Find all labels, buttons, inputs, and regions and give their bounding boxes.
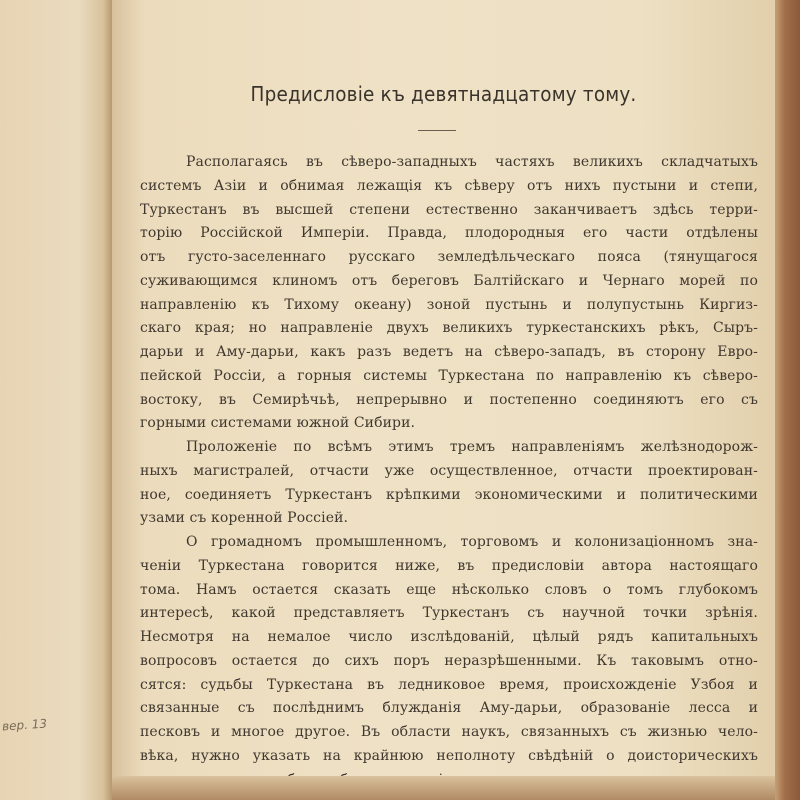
text-line: ныхъ магистралей, отчасти уже осуществленное, отчасти проектирован-	[140, 462, 758, 479]
book-page	[112, 0, 775, 800]
text-line: торію Россійской Имперіи. Правда, плодородныя его части отдѣлены	[140, 225, 758, 242]
text-line: горными системами южной Сибири.	[140, 415, 416, 432]
text-line: тома. Намъ остается сказать еще нѣсколько словъ о томъ глубокомъ	[140, 581, 758, 598]
text-line: отъ густо-заселеннаго русскаго земледѣльческаго пояса (тянущагося	[140, 249, 758, 265]
title-divider	[418, 130, 456, 131]
text-line: узами съ коренной Россіей.	[140, 510, 349, 527]
page-title: Предисловіе къ девятнадцатому тому.	[250, 82, 637, 106]
book-edge-bottom	[112, 776, 775, 800]
text-line: дарьи и Аму-дарьи, какъ разъ ведетъ на сѣверо-западъ, въ сторону Евро-	[140, 344, 758, 360]
text-line: связанные съ послѣднимъ блужданія Аму-дарьи, образованіе лесса и	[140, 700, 758, 717]
text-line: направленію къ Тихому океану) зоной пустынь и полупустынь Киргиз-	[140, 296, 758, 313]
book-edge-right	[775, 0, 800, 800]
text-line: пейской Россіи, а горныя системы Туркестана по направленію къ сѣверо-	[140, 367, 758, 384]
text-line: Туркестанъ въ высшей степени естественно заканчиваетъ здѣсь терри-	[140, 201, 758, 218]
text-line: вопросовъ остается до сихъ поръ неразрѣшенными. Къ таковымъ отно-	[140, 652, 758, 669]
left-page-margin	[0, 0, 112, 800]
text-line: Несмотря на немалое число изслѣдованій, цѣлый рядъ капитальныхъ	[140, 629, 758, 645]
body-text	[140, 151, 758, 792]
text-line: Проложеніе по всѣмъ этимъ тремъ направленіямъ желѣзнодорож-	[186, 439, 758, 455]
text-line: сятся: судьбы Туркестана въ ледниковое время, происхожденіе Узбоя и	[140, 676, 758, 693]
text-line: востоку, въ Семирѣчьѣ, непрерывно и постепенно соединяютъ его съ	[140, 391, 758, 408]
text-line: интересѣ, какой представляетъ Туркестанъ съ научной точки зрѣнія.	[140, 605, 758, 622]
text-line: ное, соединяетъ Туркестанъ крѣпкими экономическими и политическими	[140, 486, 758, 503]
margin-handwritten-note: вер. 13	[1, 716, 48, 734]
text-line: песковъ и многое другое. Въ области наукъ, связанныхъ съ жизнью чело-	[140, 724, 758, 740]
text-line: суживающимся клиномъ отъ береговъ Балтійскаго и Чернаго морей по	[140, 272, 758, 289]
text-line: вѣка, нужно указать на крайнюю неполноту свѣдѣній о доисторическихъ	[140, 747, 758, 764]
text-line: Располагаясь въ сѣверо-западныхъ частяхъ великихъ складчатыхъ	[186, 154, 758, 170]
text-line: скаго края; но направленіе двухъ великихъ туркестанскихъ рѣкъ, Сыръ-	[140, 320, 758, 337]
text-line: системъ Азіи и обнимая лежащія къ сѣверу отъ нихъ пустыни и степи,	[140, 177, 758, 194]
text-line: О громадномъ промышленномъ, торговомъ и колонизаціонномъ зна-	[186, 534, 758, 550]
text-line: ченіи Туркестана говорится ниже, въ предисловіи автора настоящаго	[140, 557, 758, 574]
